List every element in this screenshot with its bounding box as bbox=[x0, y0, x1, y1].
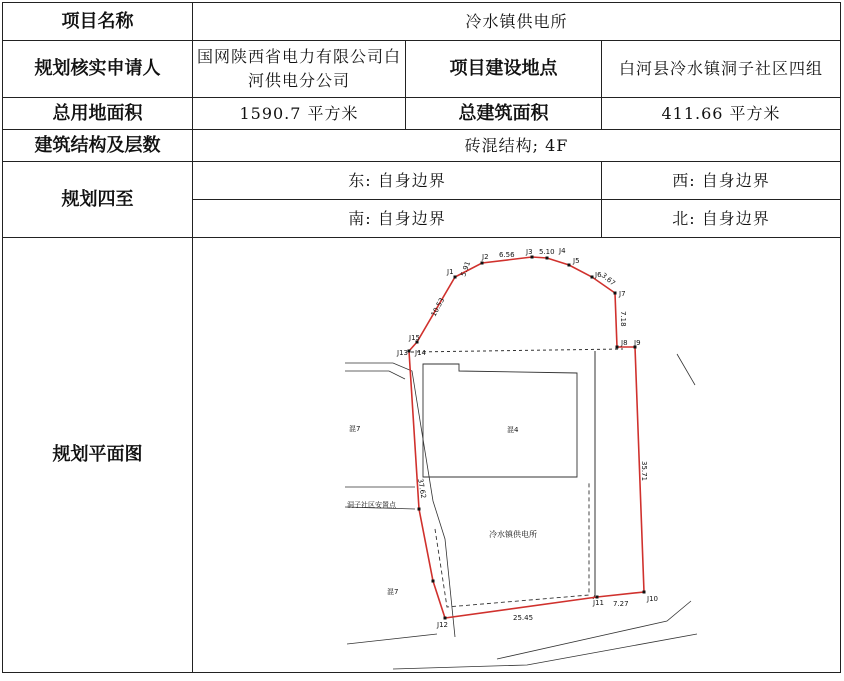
applicant-label: 规划核实申请人 bbox=[3, 41, 193, 98]
boundary-point-marker bbox=[481, 261, 484, 264]
dist-j1-j2: 5.91 bbox=[459, 259, 473, 278]
boundary-point-marker bbox=[418, 507, 421, 510]
structure-label: 建筑结构及层数 bbox=[3, 130, 193, 162]
point-j6-label: J6 bbox=[595, 270, 602, 279]
point-j2-label: J2 bbox=[482, 252, 489, 261]
boundary-north: 北: 自身边界 bbox=[602, 200, 841, 238]
dist-j10-j11: 7.27 bbox=[613, 599, 629, 608]
land-area-value: 1590.7 平方米 bbox=[193, 98, 406, 130]
point-j12-label: J12 bbox=[437, 620, 448, 629]
road-line-a bbox=[347, 634, 437, 644]
structure-value: 砖混结构; 4F bbox=[193, 130, 841, 162]
point-j4-label: J4 bbox=[559, 246, 566, 255]
boundary-point-marker bbox=[546, 256, 549, 259]
point-j7-label: J7 bbox=[619, 289, 626, 298]
row-plan bbox=[3, 238, 841, 673]
site-name-label: 冷水镇供电所 bbox=[489, 529, 537, 539]
row-project-name bbox=[3, 3, 841, 41]
boundary-point-marker bbox=[616, 345, 619, 348]
dist-j11-j12: 25.45 bbox=[513, 613, 534, 622]
boundary-point-marker bbox=[643, 590, 646, 593]
land-area-label: 总用地面积 bbox=[3, 98, 193, 130]
location-value: 白河县冷水镇洞子社区四组 bbox=[602, 41, 841, 98]
project-info-table bbox=[2, 2, 841, 673]
boundary-west: 西: 自身边界 bbox=[602, 162, 841, 200]
point-j11-label: J11 bbox=[593, 598, 604, 607]
row-structure bbox=[3, 130, 841, 162]
site-boundary-line bbox=[409, 257, 644, 618]
context-line-d bbox=[677, 354, 695, 385]
dist-j2-j3: 6.56 bbox=[499, 250, 515, 259]
row-area bbox=[3, 98, 841, 130]
point-j14-label: J14 bbox=[415, 348, 426, 357]
dist-j6-j7: 3.67 bbox=[599, 270, 617, 288]
plan-map bbox=[197, 239, 841, 672]
applicant-value: 国网陕西省电力有限公司白河供电分公司 bbox=[193, 41, 406, 98]
plan-label: 规划平面图 bbox=[3, 238, 193, 673]
point-j3-label: J3 bbox=[526, 247, 533, 256]
community-label: 洞子社区安置点 bbox=[347, 500, 396, 509]
row-applicant bbox=[3, 41, 841, 98]
point-j13-label: J13 bbox=[397, 348, 408, 357]
south-dashed-outline bbox=[435, 483, 589, 607]
boundary-point-marker bbox=[454, 275, 457, 278]
boundary-point-marker bbox=[614, 291, 617, 294]
building-label-a: 混4 bbox=[507, 425, 519, 434]
project-name-label: 项目名称 bbox=[3, 3, 193, 41]
building-main-outline bbox=[423, 364, 577, 477]
row-boundaries-1 bbox=[3, 162, 841, 200]
boundaries-label: 规划四至 bbox=[3, 162, 193, 238]
dist-j15-j1: 10.53 bbox=[429, 295, 447, 318]
boundary-point-marker bbox=[432, 579, 435, 582]
location-label: 项目建设地点 bbox=[406, 41, 602, 98]
point-j1-label: J1 bbox=[447, 267, 454, 276]
boundary-south: 南: 自身边界 bbox=[193, 200, 602, 238]
boundary-point-marker bbox=[568, 263, 571, 266]
building-label-b: 混7 bbox=[349, 424, 361, 433]
point-j10-label: J10 bbox=[647, 594, 658, 603]
building-label-c: 混7 bbox=[387, 587, 399, 596]
point-j9-label: J9 bbox=[634, 338, 641, 347]
building-area-value: 411.66 平方米 bbox=[602, 98, 841, 130]
boundary-point-marker bbox=[444, 616, 447, 619]
neighbor-line-a bbox=[345, 371, 405, 379]
dist-j3-j4: 5.10 bbox=[539, 247, 555, 256]
plan-map-cell bbox=[193, 238, 841, 673]
road-line-c bbox=[393, 634, 697, 669]
point-j5-label: J5 bbox=[573, 256, 580, 265]
building-area-label: 总建筑面积 bbox=[406, 98, 602, 130]
boundary-point-marker bbox=[591, 275, 594, 278]
point-j8-label: J8 bbox=[621, 338, 628, 347]
project-name-value: 冷水镇供电所 bbox=[193, 3, 841, 41]
dist-j9-j10: 35.71 bbox=[640, 460, 648, 481]
boundary-east: 东: 自身边界 bbox=[193, 162, 602, 200]
point-j15-label: J15 bbox=[409, 333, 420, 342]
site-plan-drawing bbox=[197, 239, 841, 672]
dist-j7-j8: 7.18 bbox=[619, 310, 627, 327]
north-dashed-line bbox=[411, 349, 623, 352]
dist-j12-j13: 37.62 bbox=[416, 477, 428, 499]
inner-boundary-line bbox=[593, 351, 595, 599]
